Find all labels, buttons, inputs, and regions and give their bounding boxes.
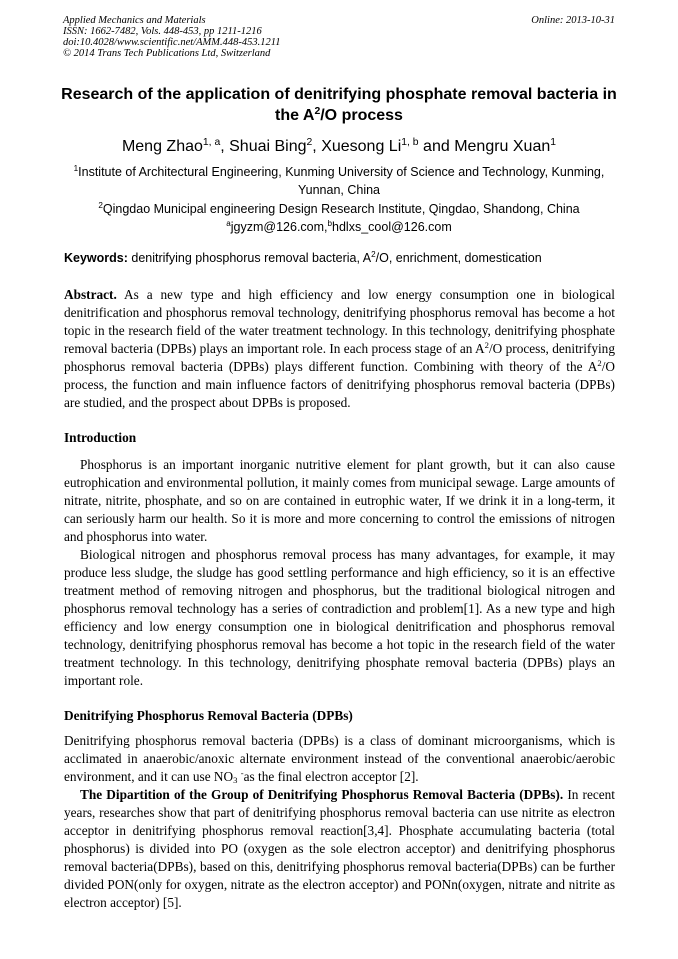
affiliation-1: $^1$Institute of Architectural Engineering, Kunming University of Science and Technology, Kunming, Yunnan, China (73, 164, 605, 197)
section-heading-dpbs: Denitrifying Phosphorus Removal Bacteria (DPBs) (64, 708, 353, 723)
author: Xuesong Li (321, 138, 402, 155)
author: Meng Zhao (121, 138, 203, 155)
doi-line: doi:10.4028/www.scientific.net/AMM.448-453.1211 (63, 37, 281, 48)
subsection-heading: The Dipartition of the Group of Denitrifying Phosphorus Removal Bacteria (DPBs). (80, 787, 564, 802)
journal-name: Applied Mechanics and Materials (63, 15, 206, 26)
email-a: jgyzm@126.com, (230, 220, 328, 234)
issn-line: ISSN: 1662-7482, Vols. 448-453, pp 1211-1216 (63, 26, 262, 37)
journal-header (63, 15, 615, 59)
abstract: Abstract. As a new type and high efficiency and low energy consumption one in biological denitrification and phosphorus removal technology, denitrifying phosphorus removal has become a hot topic in the research field of the water treatment technology. In this technology, denitrifying phosphate removal bacteria (DPBs) plays an important role. In each process stage of an $A^2/O$ process, denitrifying phosphorus removal bacteria (DPBs) plays different function. Combining with theory of the $A^2/O$ process, the function and main influence factors of denitrifying phosphorus removal bacteria (DPBs) are studied, and the prospect about DPBs is proposed. (64, 287, 615, 410)
author-list: Meng Zhao$^{1, a}$, Shuai Bing$^2$, Xuesong Li$^{1, b}$ and Mengru Xuan$^1$ (121, 136, 557, 155)
introduction-body (64, 456, 615, 690)
affiliation-2: $^2$Qingdao Municipal engineering Design Research Institute, Qingdao, Shandong, China (98, 201, 580, 216)
paragraph: The Dipartition of the Group of Denitrifying Phosphorus Removal Bacteria (DPBs). In recent years, researches show that part of denitrifying phosphorus removal bacteria can use nitrite as electron acceptor in denitrifying phosphorus removal reaction[3,4]. Phosphate accumulating bacteria (total phosphorus) is divided into PO (oxygen as the sole electron acceptor) and denitrifying phosphorus removal bacteria(DPBs), based on this, denitrifying phosphorus removal bacteria(DPBs) can be further divided PON(only for oxygen, nitrate as the electron acceptor) and PONn(oxygen, nitrate and nitrite as electron acceptor) [5]. (64, 787, 616, 910)
paragraph: Phosphorus is an important inorganic nutritive element for plant growth, but it can also cause eutrophication and environmental pollution, it mainly comes from municipal sewage. Large amounts of nitrate, nitrite, phosphate, and so on are contained in eutrophic water, If we drink it in a long-term, it can seriously harm our health. So it is more and more concerning to control the emissions of nitrogen and phosphorus into water. (64, 457, 615, 544)
section-heading-introduction: Introduction (64, 430, 137, 445)
dpbs-body (64, 732, 615, 912)
paragraph: Denitrifying phosphorus removal bacteria (DPBs) is a class of dominant microorganisms, which is acclimated in anaerobic/anoxic alternate environment instead of the conventional anaerobic/aerobic environment, and it can use $NO_3$ -as the final electron acceptor [2]. (64, 733, 615, 786)
author: Mengru Xuan (454, 138, 551, 155)
copyright-line: © 2014 Trans Tech Publications Ltd, Switzerland (63, 48, 271, 59)
author: Shuai Bing (229, 138, 307, 155)
abstract-label: Abstract. (64, 287, 117, 302)
keywords: Keywords: denitrifying phosphorus removal bacteria, $A^2/O$, enrichment, domestication (64, 250, 542, 265)
online-date: Online: 2013-10-31 (531, 15, 615, 26)
email-b: hdlxs_cool@126.com (332, 220, 452, 234)
keywords-label: Keywords: (64, 251, 128, 265)
paragraph: Biological nitrogen and phosphorus removal process has many advantages, for example, it may produce less sludge, the sludge has good settling performance and high efficiency, so it is an effective treatment method of removing nitrogen and phosphorus, but the traditional biological nitrogen and phosphorus removal technology has a series of contradiction and problem[1]. As a new type and high efficiency and low energy consumption one in biological denitrification and phosphorus removal technology, denitrifying phosphorus removal has become a hot topic in the research field of the water treatment technology. In this technology, denitrifying phosphate removal bacteria (DPBs) plays an important role. (64, 547, 615, 688)
author-emails: $^a$jgyzm@126.com,$^b$hdlxs_cool@126.com (226, 219, 452, 234)
paper-title: Research of the application of denitrifying phosphate removal bacteria in the $A^2/O$ process (61, 86, 617, 124)
